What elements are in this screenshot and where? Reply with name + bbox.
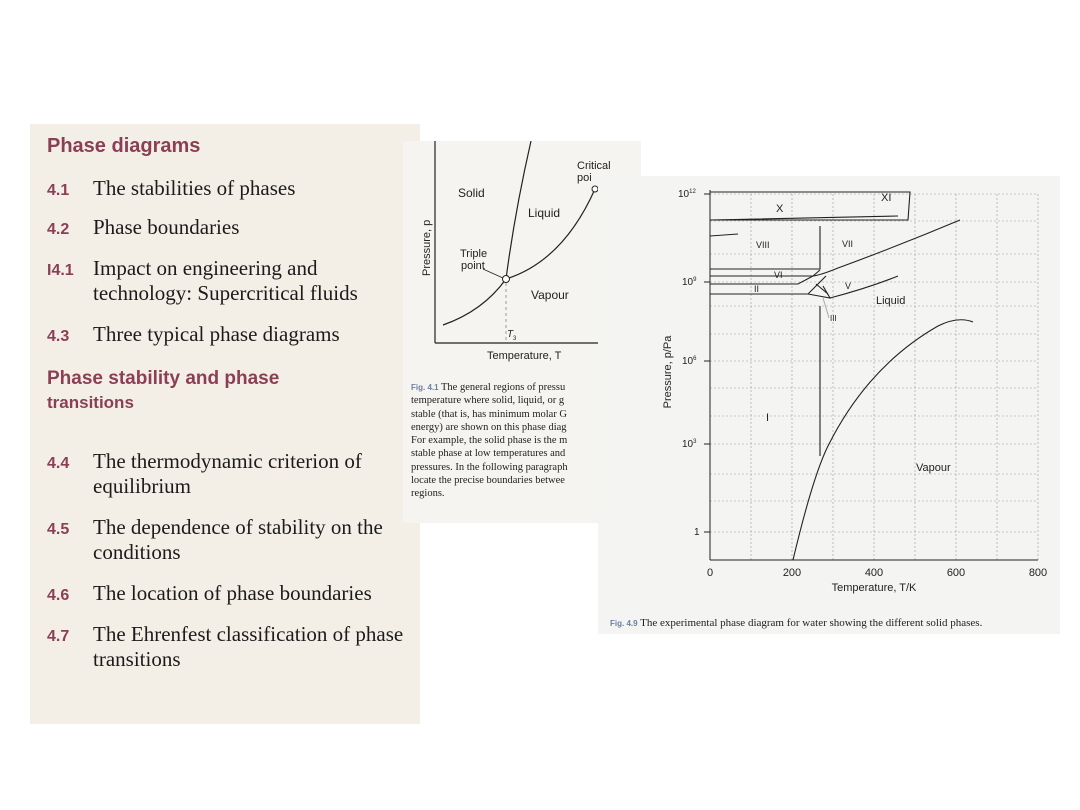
x-tick-label: 400 [864, 567, 884, 579]
y-ticks [704, 194, 710, 532]
triple-point-label: point [461, 260, 485, 272]
entry-number: I4.1 [47, 262, 74, 279]
critical-point-label: Critical [577, 160, 611, 172]
x-tick-label: 0 [706, 567, 714, 579]
y-tick-exp: 3 [693, 439, 697, 445]
heading-line: Phase stability and phase [47, 368, 280, 389]
region-label-liquid: Liquid [528, 206, 561, 220]
y-tick-label [682, 277, 697, 288]
boundary-iii-faint [823, 298, 829, 318]
x-axis-label: Temperature, T [487, 350, 562, 362]
solid-vapour-line [443, 279, 506, 325]
x-tick-label: 800 [1028, 567, 1048, 579]
phase-label-ii: II [754, 284, 760, 294]
entry-title: The dependence of stability on the conditions [93, 515, 383, 564]
y-tick-base: 1 [694, 527, 700, 538]
y-tick-base: 10 [682, 439, 694, 450]
figure-water-phase-diagram [598, 176, 1060, 634]
y-axis-label: Pressure, p [421, 219, 433, 276]
x-tick-label: 600 [946, 567, 966, 579]
entry-title: Three typical phase diagrams [93, 322, 340, 346]
y-tick-base: 10 [682, 356, 694, 367]
entry-title: Impact on engineering and technology: Supercritical fluids [93, 256, 358, 305]
y-tick-label [678, 189, 696, 200]
toc-entry[interactable] [47, 622, 420, 672]
caption-line: pressures. In the following paragraph [411, 461, 568, 473]
caption-line: temperature where solid, liquid, or g [411, 395, 565, 407]
phase-label-vii: VII [842, 239, 854, 249]
toc-entry[interactable] [47, 176, 420, 201]
boundary-vi-ii [710, 276, 813, 284]
caption-line: stable (that is, has minimum molar G [411, 408, 568, 420]
y-tick-exp: 9 [693, 277, 697, 283]
figure-caption [610, 616, 1060, 631]
x-tick-labels [707, 567, 1047, 579]
boundary-x-viii [710, 216, 898, 236]
heading-line: transitions [47, 393, 134, 412]
region-label-solid: Solid [458, 186, 485, 200]
t3-label: T [507, 329, 514, 340]
y-tick-exp: 6 [693, 356, 697, 362]
water-phase-diagram [598, 176, 1060, 606]
caption-line: The general regions of pressu [441, 382, 566, 393]
entry-number: 4.6 [47, 587, 70, 604]
entry-number: 4.4 [47, 455, 70, 472]
boundary-xi-x [710, 192, 910, 220]
phase-label-viii: VIII [756, 240, 770, 250]
triple-point-marker [503, 276, 510, 283]
y-tick-label [694, 527, 700, 538]
phase-label-vapour: Vapour [916, 462, 951, 474]
section-heading-phase-diagrams: Phase diagrams [47, 135, 201, 157]
phase-label-v: V [845, 281, 852, 291]
toc-entry[interactable] [47, 215, 420, 240]
phase-labels [754, 192, 951, 474]
caption-line: regions. [411, 488, 445, 500]
t3-subscript: 3 [513, 336, 517, 342]
entry-number: 4.5 [47, 521, 70, 538]
x-axis-label: Temperature, T/K [831, 582, 917, 594]
entry-title: The stabilities of phases [93, 176, 296, 200]
phase-label-liquid: Liquid [876, 295, 906, 307]
x-tick-label: 200 [782, 567, 802, 579]
liquid-vapour-line [506, 189, 595, 279]
caption-line: energy) are shown on this phase diag [411, 421, 567, 433]
toc-entry[interactable] [47, 449, 420, 499]
phase-label-xi: XI [881, 192, 892, 204]
y-tick-base: 10 [678, 189, 690, 200]
critical-point-label: poi [577, 172, 592, 184]
entry-title: The Ehrenfest classification of phase transitions [93, 622, 404, 671]
phase-label-i: I [766, 412, 770, 424]
y-axis-label: Pressure, p/Pa [662, 335, 674, 409]
toc-entry[interactable] [47, 581, 420, 606]
y-tick-label [682, 439, 697, 450]
section-heading-phase-stability [47, 367, 420, 415]
toc-entry[interactable] [47, 322, 420, 347]
toc-entry[interactable] [47, 256, 420, 306]
entry-title: Phase boundaries [93, 215, 240, 239]
boundary-vii-liquid [710, 220, 960, 276]
entry-number: 4.1 [47, 182, 70, 199]
entry-title: The location of phase boundaries [93, 581, 372, 605]
entry-title: The thermodynamic criterion of equilibrium [93, 449, 362, 498]
entry-number: 4.2 [47, 221, 70, 238]
entry-number: 4.3 [47, 328, 70, 345]
figure-number: Fig. 4.9 [610, 619, 638, 628]
triple-point-label: Triple [460, 248, 488, 260]
phase-label-x: X [776, 203, 784, 215]
triple-point-leader [483, 269, 503, 278]
y-tick-label [682, 356, 697, 367]
toc-entry[interactable] [47, 515, 420, 565]
phase-label-iii: III [830, 314, 837, 323]
caption-line: For example, the solid phase is the m [411, 435, 568, 447]
region-label-vapour: Vapour [531, 288, 569, 302]
contents-panel [30, 124, 420, 724]
caption-text: The experimental phase diagram for water showing the different solid phases. [640, 617, 983, 629]
caption-line: locate the precise boundaries betwee [411, 475, 565, 487]
y-tick-labels [678, 189, 700, 538]
phase-label-vi: VI [774, 270, 783, 280]
y-tick-exp: 12 [689, 189, 696, 195]
y-tick-base: 10 [682, 277, 694, 288]
boundary-v-vi [816, 284, 828, 294]
figure-number: Fig. 4.1 [411, 383, 439, 392]
figure-caption [411, 381, 611, 501]
caption-line: stable phase at low temperatures and [411, 448, 566, 460]
entry-number: 4.7 [47, 628, 70, 645]
